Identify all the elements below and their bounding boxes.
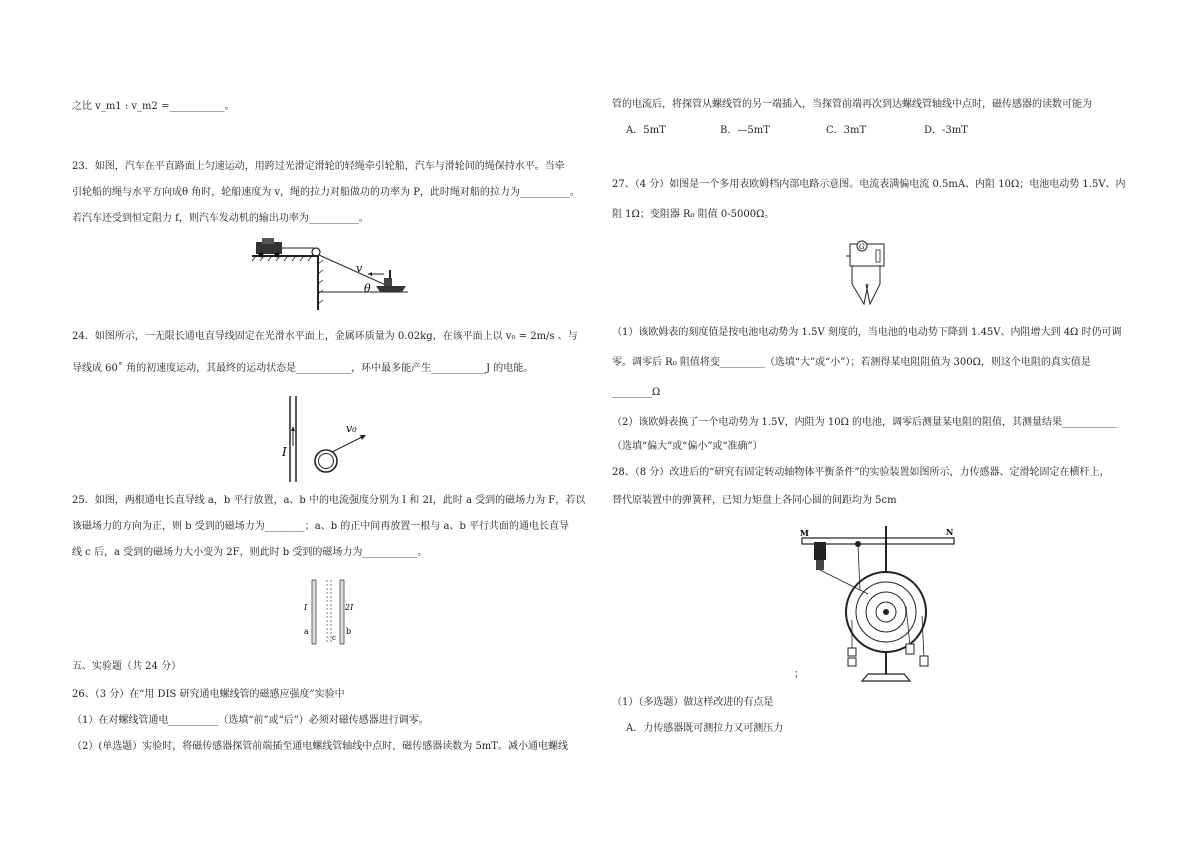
- q27-1-line-1: （1）该欧姆表的刻度值是按电池电动势为 1.5V 刻度的，当电池的电动势下降到 1.45V、内阻增大到 4Ω 时仍可调: [612, 327, 1122, 338]
- fig24-velocity-label: v₀: [346, 422, 357, 435]
- ratio-line: 之比 v_m1 : v_m2 =___________。: [72, 101, 235, 112]
- figure-25-parallel-wires: [284, 578, 364, 648]
- figure-27-ohmmeter-circuit: [838, 238, 898, 310]
- q26-option-d: D．-3mT: [924, 125, 968, 136]
- q26-line-3: （2）(单选题）实验时，将磁传感器探管前端插至通电螺线管轴线中点时，磁传感器读数为 5mT。减小通电螺线: [72, 741, 568, 752]
- q26-continued: 管的电流后，将探管从螺线管的另一端插入，当探管前端再次到达螺线管轴线中点时，磁传感器的读数可能为: [612, 99, 1092, 110]
- left-column: [72, 0, 602, 849]
- q28-option-a: A．力传感器既可测拉力又可测压力: [626, 723, 784, 734]
- q27-2-line-2: （选填“偏大”或“偏小”或“准确”）: [612, 441, 763, 452]
- fig25-label-a: a: [304, 627, 309, 636]
- q23-line-3: 若汽车还受到恒定阻力 f，则汽车发动机的输出功率为__________。: [72, 213, 369, 224]
- fig25-label-c: c: [332, 634, 336, 642]
- q26-option-a: A．5mT: [626, 125, 666, 136]
- q27-2-line-1: （2）该欧姆表换了一个电动势为 1.5V，内阻为 10Ω 的电池，调零后测量某电阻的阻值，其测量结果___________: [612, 417, 1118, 428]
- q26-line-1: 26、（3 分）在“用 DIS 研究通电螺线管的磁感应强度”实验中: [72, 689, 345, 700]
- q27-1-line-3: ________Ω: [612, 387, 661, 398]
- q25-line-2: 该磁场力的方向为正，则 b 受到的磁场力为________；a、b 的正中间再放置一根与 a、b 平行共面的通电长直导: [72, 521, 570, 532]
- fig25-label-2i: 2I: [345, 603, 354, 612]
- q23-line-2: 引轮船的绳与水平方向成θ 角时，轮船速度为 v，绳的拉力对船做功的功率为 P，此时绳对船的拉力为__________。: [72, 187, 580, 198]
- fig25-label-i: I: [304, 603, 308, 612]
- fig28-semicolon: ；: [794, 669, 804, 680]
- q27-1-line-2: 零。调零后 R₀ 阻值将变_________（选填“大”或“小”）；若测得某电阻阻值为 300Ω，则这个电阻的真实值是: [612, 357, 1091, 368]
- q27-line-1: 27、（4 分）如图是一个多用表欧姆档内部电路示意图。电流表满偏电流 0.5mA、内阻 10Ω；电池电动势 1.5V、内: [612, 179, 1126, 190]
- q28-1-title: （1）（多选题）做这样改进的有点是: [612, 697, 774, 708]
- q26-line-2: （1）在对螺线管通电__________（选填“前”或“后”）必须对磁传感器进行调零。: [72, 715, 429, 726]
- fig23-theta-label: θ: [364, 282, 371, 295]
- fig28-label-m: M: [800, 528, 809, 538]
- q23-line-1: 23．如图，汽车在平直路面上匀速运动，用跨过光滑定滑轮的轻绳牵引轮船，汽车与滑轮间的绳保持水平。当牵: [72, 161, 565, 172]
- q28-line-2: 替代原装置中的弹簧秤，已知力矩盘上各同心圆的间距均为 5cm: [612, 495, 897, 506]
- q27-line-2: 阻 1Ω；变阻器 R₀ 阻值 0-5000Ω。: [612, 209, 775, 220]
- fig27-galvanometer-label: G: [859, 243, 865, 251]
- q24-line-1: 24．如图所示，一无限长通电直导线固定在光滑水平面上，金属环质量为 0.02kg，在该平面上以 v₀ = 2m/s 、与: [72, 331, 578, 342]
- figure-28-moment-disk: [798, 524, 962, 684]
- fig24-current-label: I: [282, 445, 287, 459]
- q26-option-c: C．3mT: [826, 125, 867, 136]
- q25-line-1: 25．如图，两根通电长直导线 a，b 平行放置，a、b 中的电流强度分别为 I 和 2I，此时 a 受到的磁场力为 F，若以: [72, 495, 586, 506]
- q28-line-1: 28、（8 分）改进后的“研究有固定转动轴物体平衡条件”的实验装置如图所示，力传感器、定滑轮固定在横杆上，: [612, 467, 1110, 478]
- fig23-v-label: v: [356, 262, 363, 275]
- figure-23-car-pulley-ship: [250, 234, 410, 314]
- q25-line-3: 线 c 后，a 受到的磁场力大小变为 2F，则此时 b 受到的磁场力为___________。: [72, 547, 428, 558]
- q26-option-b: B．—5mT: [720, 125, 770, 136]
- fig25-label-b: b: [346, 627, 352, 636]
- q24-line-2: 导线成 60˚ 角的初速度运动，其最终的运动状态是___________，环中最多能产生___________J 的电能。: [72, 363, 534, 374]
- right-column: [612, 0, 1132, 849]
- figure-24-wire-ring: [280, 394, 390, 486]
- section-5-title: 五、实验题（共 24 分）: [72, 661, 182, 672]
- fig28-label-n: N: [946, 527, 954, 537]
